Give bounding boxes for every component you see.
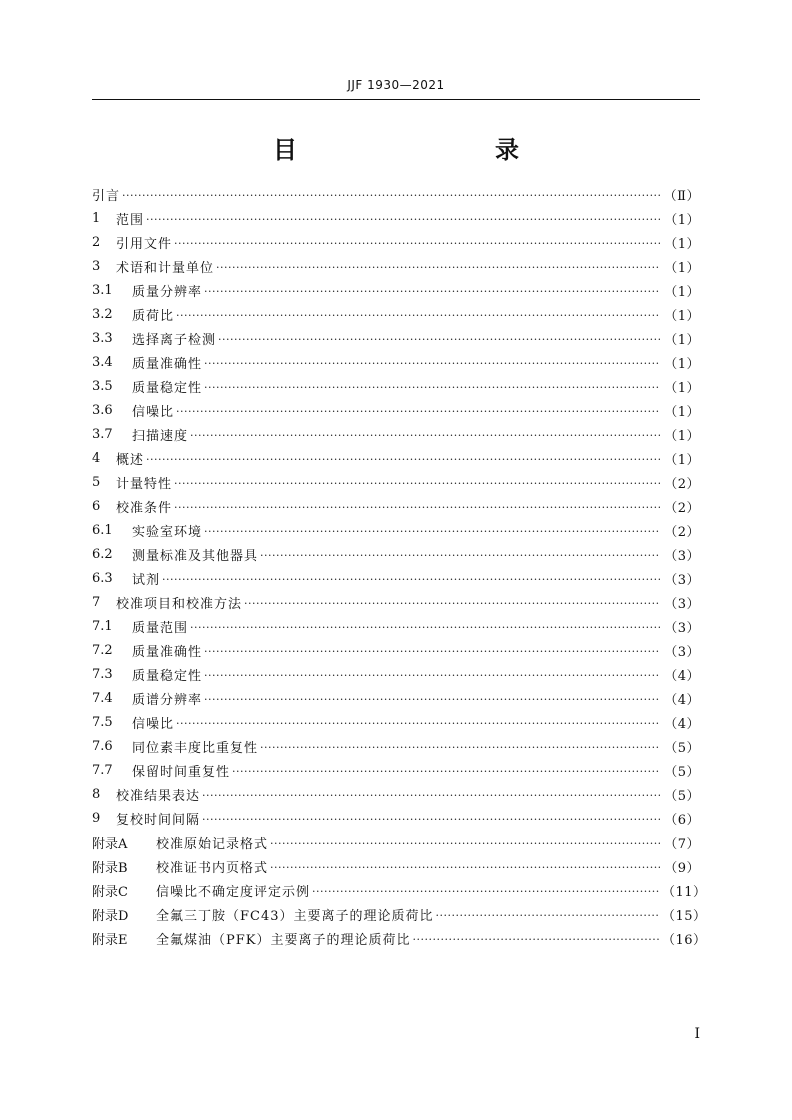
toc-dot-leader [270, 837, 660, 850]
toc-dot-leader [146, 453, 660, 466]
toc-entry[interactable] [92, 782, 700, 806]
toc-entry-page: （1） [664, 212, 700, 228]
toc-dot-leader [204, 693, 660, 706]
toc-entry-number: 6.3 [92, 570, 113, 586]
toc-entry-page: （Ⅱ） [663, 188, 700, 204]
toc-entry-number: 附录A [92, 836, 128, 852]
toc-entry-number: 6.2 [92, 546, 113, 562]
toc-entry-number: 3.5 [92, 378, 113, 394]
toc-dot-leader [204, 357, 660, 370]
toc-entry-number: 6.1 [92, 522, 113, 538]
table-of-contents [92, 182, 707, 950]
toc-dot-leader [204, 669, 660, 682]
toc-entry-page: （2） [664, 500, 700, 516]
toc-entry-number: 2 [92, 234, 101, 250]
toc-entry-number: 7.4 [92, 690, 113, 706]
toc-dot-leader [162, 573, 660, 586]
toc-entry-page: （4） [664, 716, 700, 732]
toc-entry-page: （3） [664, 644, 700, 660]
toc-entry-page: （1） [664, 284, 700, 300]
toc-entry-page: （1） [664, 452, 700, 468]
toc-dot-leader [174, 501, 660, 514]
toc-dot-leader [146, 213, 660, 226]
toc-entry[interactable] [92, 734, 700, 758]
toc-dot-leader [216, 261, 660, 274]
toc-entry-number: 3 [92, 258, 101, 274]
toc-entry-page: （3） [664, 572, 700, 588]
toc-entry-label: 校准原始记录格式 [156, 836, 269, 852]
toc-dot-leader [232, 765, 660, 778]
toc-entry-label: 范围 [116, 212, 145, 228]
header-rule [92, 99, 700, 100]
toc-entry-page: （5） [664, 764, 700, 780]
toc-entry-number: 附录D [92, 908, 129, 924]
toc-entry-page: （4） [664, 692, 700, 708]
toc-entry-page: （1） [664, 332, 700, 348]
toc-entry-label: 质量准确性 [132, 644, 203, 660]
toc-dot-leader [244, 597, 660, 610]
toc-dot-leader [412, 933, 660, 946]
page-number: Ⅰ [694, 1026, 700, 1042]
toc-entry-number: 3.2 [92, 306, 113, 322]
toc-entry[interactable] [92, 830, 700, 854]
toc-dot-leader [312, 885, 660, 898]
toc-entry[interactable] [92, 542, 700, 566]
toc-entry-label: 概述 [116, 452, 145, 468]
toc-entry-page: （4） [664, 668, 700, 684]
toc-entry-number: 7.3 [92, 666, 113, 682]
toc-entry[interactable] [92, 230, 700, 254]
toc-dot-leader [174, 477, 660, 490]
toc-entry[interactable] [92, 926, 707, 950]
toc-entry-label: 选择离子检测 [132, 332, 217, 348]
toc-dot-leader [436, 909, 660, 922]
toc-entry-label: 质量准确性 [132, 356, 203, 372]
toc-entry-page: （5） [664, 788, 700, 804]
toc-entry-label: 质荷比 [132, 308, 175, 324]
toc-entry[interactable] [92, 278, 700, 302]
toc-entry-page: （7） [664, 836, 700, 852]
toc-entry-label: 校准证书内页格式 [156, 860, 269, 876]
toc-entry-page: （2） [664, 524, 700, 540]
toc-dot-leader [176, 717, 660, 730]
toc-entry-label: 全氟煤油（PFK）主要离子的理论质荷比 [156, 932, 411, 948]
toc-entry-page: （5） [664, 740, 700, 756]
toc-entry[interactable] [92, 470, 700, 494]
toc-entry-page: （3） [664, 596, 700, 612]
toc-entry[interactable] [92, 494, 700, 518]
toc-entry-label: 信噪比 [132, 716, 175, 732]
toc-entry[interactable] [92, 878, 707, 902]
toc-entry-label: 计量特性 [116, 476, 173, 492]
toc-entry-number: 7.2 [92, 642, 113, 658]
toc-entry[interactable] [92, 518, 700, 542]
toc-entry-label: 实验室环境 [132, 524, 203, 540]
toc-entry[interactable] [92, 446, 700, 470]
toc-entry-label: 质谱分辨率 [132, 692, 203, 708]
toc-entry-number: 9 [92, 810, 101, 826]
toc-entry-number: 附录B [92, 860, 128, 876]
toc-entry-label: 保留时间重复性 [132, 764, 231, 780]
toc-entry-page: （1） [664, 428, 700, 444]
page-header: JJF 1930—2021 [347, 78, 445, 92]
toc-entry[interactable] [92, 614, 700, 638]
toc-entry[interactable] [92, 638, 700, 662]
toc-dot-leader [204, 285, 660, 298]
toc-entry-label: 质量稳定性 [132, 380, 203, 396]
toc-entry-label: 信噪比 [132, 404, 175, 420]
toc-entry[interactable] [92, 422, 700, 446]
toc-entry-label: 同位素丰度比重复性 [132, 740, 259, 756]
toc-entry-label: 质量范围 [132, 620, 189, 636]
toc-entry[interactable] [92, 182, 700, 206]
toc-entry-number: 3.3 [92, 330, 113, 346]
toc-entry-number: 1 [92, 210, 101, 226]
toc-entry[interactable] [92, 902, 707, 926]
toc-dot-leader [174, 237, 660, 250]
toc-entry-label: 信噪比不确定度评定示例 [156, 884, 311, 900]
toc-dot-leader [204, 525, 660, 538]
toc-entry[interactable] [92, 806, 700, 830]
toc-dot-leader [260, 549, 660, 562]
toc-dot-leader [190, 621, 660, 634]
toc-entry-number: 3.1 [92, 282, 113, 298]
toc-entry[interactable] [92, 686, 700, 710]
toc-entry-label: 校准结果表达 [116, 788, 201, 804]
toc-entry-number: 7.1 [92, 618, 113, 634]
toc-entry-label: 复校时间间隔 [116, 812, 201, 828]
toc-entry[interactable] [92, 374, 700, 398]
toc-entry-number: 附录C [92, 884, 128, 900]
toc-title: 目 录 [273, 136, 569, 164]
toc-dot-leader [204, 381, 660, 394]
toc-dot-leader [122, 189, 660, 202]
toc-entry-page: （1） [664, 380, 700, 396]
toc-entry-label: 测量标准及其他器具 [132, 548, 259, 564]
toc-entry-page: （1） [664, 404, 700, 420]
toc-entry[interactable] [92, 350, 700, 374]
toc-entry-label: 全氟三丁胺（FC43）主要离子的理论质荷比 [156, 908, 434, 924]
toc-dot-leader [176, 309, 660, 322]
toc-entry[interactable] [92, 758, 700, 782]
toc-entry[interactable] [92, 590, 700, 614]
toc-entry-label: 试剂 [132, 572, 161, 588]
toc-dot-leader [260, 741, 660, 754]
toc-entry[interactable] [92, 326, 700, 350]
toc-dot-leader [218, 333, 660, 346]
toc-entry-number: 3.4 [92, 354, 113, 370]
toc-entry-page: （1） [664, 308, 700, 324]
toc-entry-page: （11） [662, 884, 707, 900]
toc-entry[interactable] [92, 254, 700, 278]
toc-entry-label: 质量稳定性 [132, 668, 203, 684]
toc-entry-label: 校准条件 [116, 500, 173, 516]
toc-entry[interactable] [92, 566, 700, 590]
toc-entry-number: 7.5 [92, 714, 113, 730]
toc-entry[interactable] [92, 662, 700, 686]
toc-entry-page: （1） [664, 356, 700, 372]
toc-entry-number: 附录E [92, 932, 128, 948]
toc-entry-number: 5 [92, 474, 101, 490]
toc-entry-page: （1） [664, 236, 700, 252]
toc-entry-page: （9） [664, 860, 700, 876]
toc-entry-label: 校准项目和校准方法 [116, 596, 243, 612]
toc-entry-page: （16） [662, 932, 707, 948]
toc-entry-page: （15） [662, 908, 707, 924]
toc-entry[interactable] [92, 206, 700, 230]
toc-entry-number: 7.7 [92, 762, 113, 778]
toc-entry[interactable] [92, 854, 700, 878]
toc-entry-number: 4 [92, 450, 101, 466]
toc-entry-number: 7 [92, 594, 101, 610]
toc-entry-label: 引言 [92, 188, 121, 204]
toc-entry-label: 术语和计量单位 [116, 260, 215, 276]
toc-dot-leader [202, 813, 660, 826]
toc-dot-leader [176, 405, 660, 418]
toc-dot-leader [270, 861, 660, 874]
toc-entry[interactable] [92, 710, 700, 734]
toc-dot-leader [202, 789, 660, 802]
toc-entry-number: 6 [92, 498, 101, 514]
toc-entry-number: 3.6 [92, 402, 113, 418]
toc-entry[interactable] [92, 302, 700, 326]
toc-entry-page: （1） [664, 260, 700, 276]
toc-entry-page: （3） [664, 620, 700, 636]
toc-entry-number: 7.6 [92, 738, 113, 754]
toc-entry-label: 质量分辨率 [132, 284, 203, 300]
toc-dot-leader [190, 429, 660, 442]
toc-entry-number: 8 [92, 786, 101, 802]
toc-entry[interactable] [92, 398, 700, 422]
toc-entry-page: （6） [664, 812, 700, 828]
toc-entry-label: 扫描速度 [132, 428, 189, 444]
toc-entry-page: （3） [664, 548, 700, 564]
toc-entry-label: 引用文件 [116, 236, 173, 252]
toc-dot-leader [204, 645, 660, 658]
toc-entry-page: （2） [664, 476, 700, 492]
toc-entry-number: 3.7 [92, 426, 113, 442]
